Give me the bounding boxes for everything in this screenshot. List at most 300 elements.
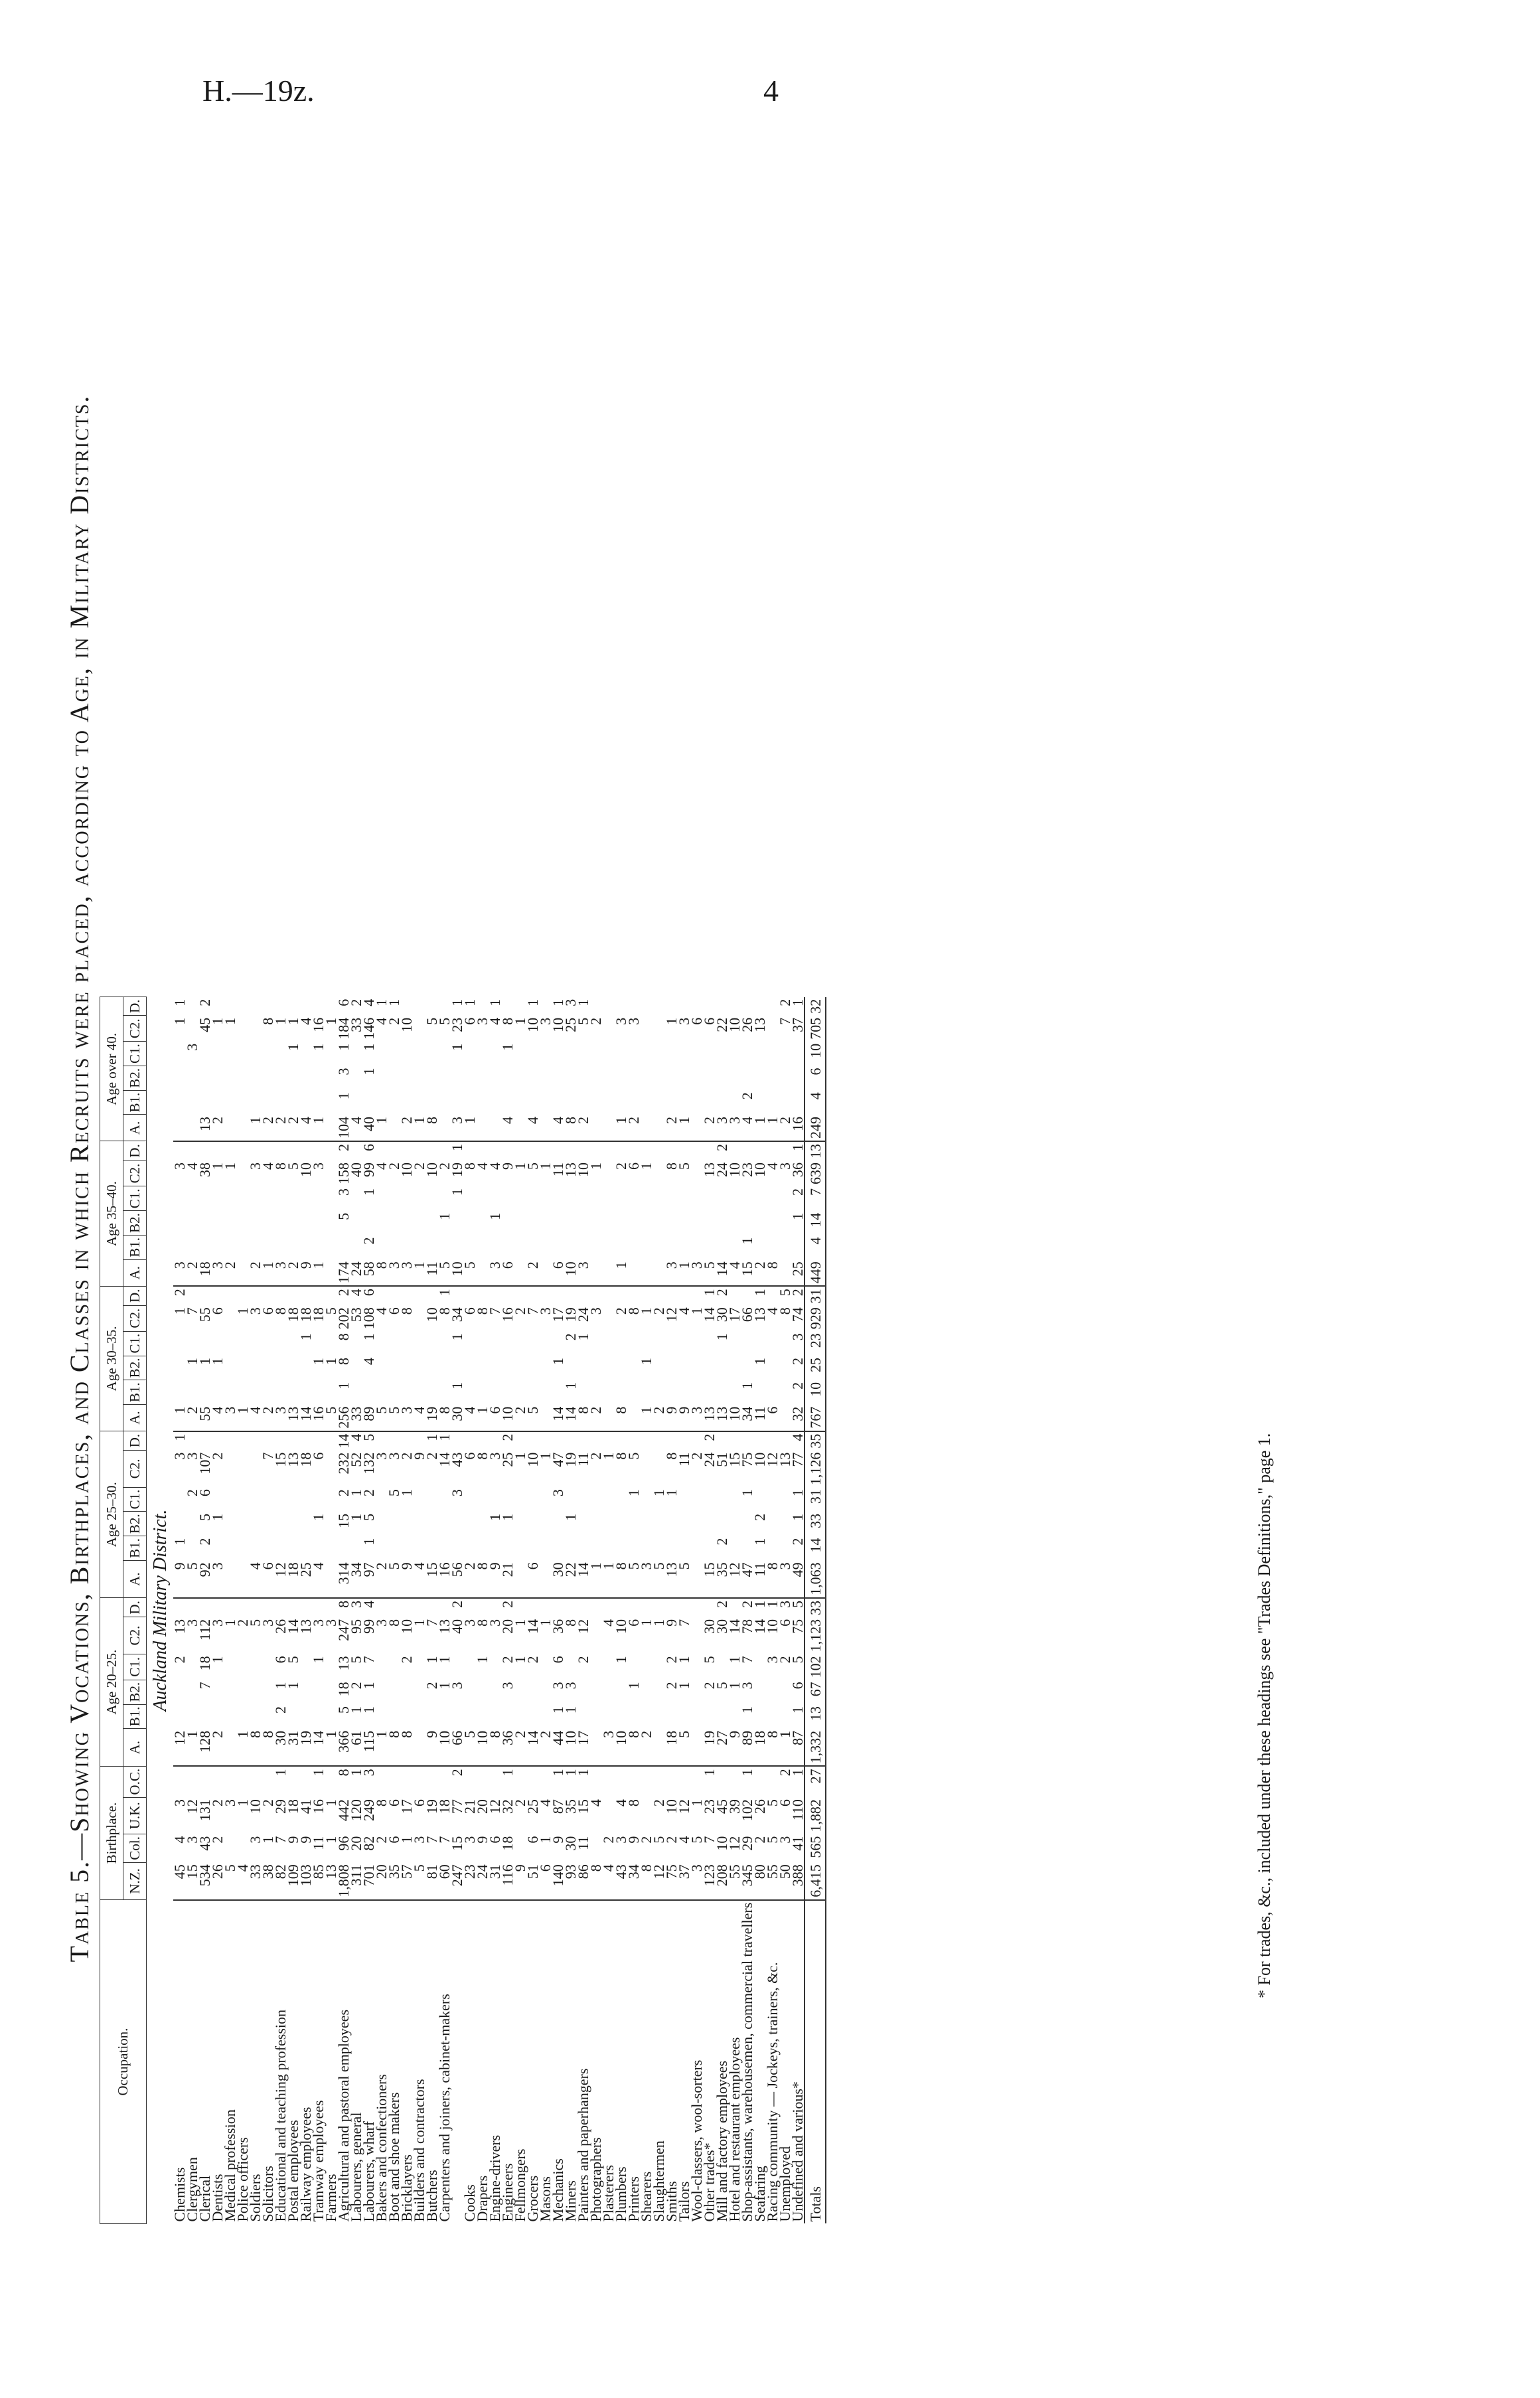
value-cell: 6 (552, 1259, 564, 1286)
table-row (198, 997, 211, 2224)
value-cell: 1 (297, 1333, 314, 1341)
value-cell: 75 (789, 1619, 806, 1634)
value-cell (236, 1512, 249, 1536)
header-class-col: C2. (123, 1305, 147, 1331)
value-cell: 5 (335, 1706, 352, 1714)
header-class-col: B2. (123, 1066, 147, 1090)
value-cell (173, 1186, 186, 1211)
value-cell (589, 1090, 602, 1115)
value-cell (665, 1042, 678, 1066)
value-cell: 20 (474, 1799, 491, 1814)
value-cell (577, 1066, 589, 1090)
value-cell: 4 (360, 1358, 377, 1366)
value-cell: 10 (714, 1836, 730, 1851)
value-cell: 1 (537, 1619, 554, 1627)
value-cell (627, 1236, 640, 1260)
value-cell: 4 (501, 1115, 514, 1141)
value-cell (236, 1186, 249, 1211)
value-cell: 1 (688, 1307, 705, 1315)
value-cell: 1 (524, 999, 541, 1006)
value-cell (299, 1286, 312, 1305)
table-row (602, 997, 615, 2224)
value-cell: 45 (196, 1017, 213, 1032)
value-cell (413, 1066, 425, 1090)
occupation-cell: Chemists (171, 2167, 188, 2222)
value-cell (640, 1259, 653, 1286)
value-cell (173, 1598, 186, 1617)
value-cell (552, 1431, 564, 1451)
value-cell: 3 (716, 1115, 728, 1141)
value-cell: 3 (764, 1656, 781, 1664)
value-cell: 2 (287, 1115, 299, 1141)
header-class-col: B2. (123, 1680, 147, 1704)
value-cell: 10 (247, 1799, 264, 1814)
value-cell: 55 (196, 1307, 213, 1322)
value-cell (400, 1680, 413, 1704)
value-cell (413, 1186, 425, 1211)
value-cell (665, 1536, 678, 1561)
value-cell: 4 (348, 1289, 364, 1297)
value-cell (653, 1042, 665, 1066)
table-row (678, 997, 690, 2224)
value-cell (501, 1704, 514, 1729)
value-cell: 112 (196, 1619, 213, 1641)
value-cell: 5 (575, 1017, 591, 1025)
value-cell: 8 (262, 1729, 274, 1767)
value-cell (236, 997, 249, 1016)
value-cell (602, 1704, 615, 1729)
value-cell: 1 (186, 1729, 198, 1767)
value-cell: 1,808 (337, 1862, 350, 1900)
value-cell (678, 1536, 690, 1561)
value-cell: 3 (449, 1682, 465, 1690)
occupation-cell: Painters and paperhangers (575, 2068, 591, 2222)
value-cell (716, 1066, 728, 1090)
value-cell: 3 (274, 1259, 287, 1286)
value-cell: 3 (487, 1619, 503, 1627)
value-cell: 19 (449, 1162, 465, 1177)
value-cell: 4 (171, 1836, 188, 1844)
value-cell: 82 (274, 1862, 287, 1900)
value-cell (287, 1487, 299, 1512)
value-cell (249, 1380, 262, 1405)
value-cell (451, 1512, 463, 1536)
value-cell: 7 (272, 1836, 289, 1844)
value-cell: 8 (260, 1017, 276, 1025)
value-cell: 1 (575, 999, 591, 1006)
value-cell: 13 (805, 1141, 826, 1160)
value-cell (665, 1766, 678, 1797)
value-cell (413, 1356, 425, 1380)
value-cell (489, 1331, 501, 1356)
value-cell: 53 (348, 1307, 364, 1322)
value-cell (224, 1704, 236, 1729)
value-cell (337, 1536, 350, 1561)
value-cell: 4 (260, 1162, 276, 1170)
value-cell: 12 (764, 1452, 781, 1467)
value-cell: 1 (751, 1358, 768, 1366)
value-cell: 2 (411, 1162, 427, 1170)
district-row (147, 997, 174, 2224)
value-cell: 5 (789, 1600, 806, 1608)
value-cell: 25 (805, 1356, 826, 1380)
value-cell: 1 (348, 1489, 364, 1497)
value-cell: 3 (489, 1259, 501, 1286)
value-cell: 8 (400, 1729, 413, 1767)
value-cell: 1 (739, 1769, 755, 1777)
value-cell (690, 1704, 703, 1729)
value-cell: 2 (539, 1729, 552, 1767)
value-cell: 89 (741, 1729, 753, 1767)
value-cell (262, 1331, 274, 1356)
value-cell: 1 (171, 1017, 188, 1025)
value-cell: 1 (751, 1600, 768, 1608)
occupation-cell: Racing community — Jockeys, trainers, &c. (764, 1962, 781, 2222)
value-cell (489, 1286, 501, 1305)
value-cell (413, 1331, 425, 1356)
value-cell: 99 (360, 1619, 377, 1634)
value-cell (678, 997, 690, 1016)
value-cell (287, 1186, 299, 1211)
occupation-cell: Grocers (524, 2175, 541, 2222)
value-cell: 534 (198, 1862, 211, 1900)
value-cell (186, 1598, 198, 1617)
value-cell: 3 (247, 1836, 264, 1844)
value-cell: 2 (651, 1799, 667, 1807)
value-cell (640, 1090, 653, 1115)
value-cell: 3 (184, 1043, 200, 1051)
value-cell: 27 (805, 1766, 826, 1797)
value-cell: 5 (375, 1405, 388, 1431)
value-cell: 1 (262, 1259, 274, 1286)
value-cell: 9 (625, 1836, 642, 1844)
value-cell (312, 997, 325, 1016)
occupation-cell: Builders and contractors (411, 2079, 427, 2222)
value-cell (615, 1236, 627, 1260)
value-cell (526, 1236, 539, 1260)
value-cell (312, 1536, 325, 1561)
value-cell: 1 (789, 1769, 806, 1777)
value-cell (274, 997, 287, 1016)
value-cell (526, 1680, 539, 1704)
value-cell (425, 1704, 438, 1729)
value-cell (678, 1090, 690, 1115)
value-cell: 31 (489, 1862, 501, 1900)
value-cell (249, 1331, 262, 1356)
value-cell: 2 (463, 1560, 476, 1598)
value-cell: 49 (791, 1560, 805, 1598)
value-cell: 9 (514, 1862, 526, 1900)
value-cell (287, 1090, 299, 1115)
value-cell (236, 1704, 249, 1729)
value-cell (690, 1141, 703, 1160)
value-cell (463, 1536, 476, 1561)
table-title: Table 5.—Showing Vocations, Birthplaces, and Classes in which Recruits were placed, according to Age, in Military Districts. (64, 394, 94, 1962)
value-cell: 449 (805, 1259, 826, 1286)
value-cell: 1 (323, 1358, 339, 1366)
value-cell: 3 (388, 1259, 400, 1286)
value-cell: 3 (640, 1560, 653, 1598)
value-cell (236, 1331, 249, 1356)
value-cell: 2 (348, 1682, 364, 1690)
value-cell: 7 (701, 1836, 718, 1844)
value-cell: 30 (274, 1729, 287, 1767)
header-class-col: C1. (123, 1487, 147, 1512)
value-cell: 5 (524, 1162, 541, 1170)
value-cell (653, 1236, 665, 1260)
value-cell: 15 (703, 1560, 716, 1598)
value-cell: 3 (789, 1333, 806, 1341)
value-cell (589, 1042, 602, 1066)
value-cell (703, 1042, 716, 1066)
value-cell (716, 1380, 728, 1405)
value-cell (312, 1211, 325, 1236)
value-cell: 35 (562, 1799, 579, 1814)
value-cell: 1 (487, 1212, 503, 1220)
value-cell (325, 1536, 337, 1561)
value-cell (262, 997, 274, 1016)
value-cell: 5 (463, 1729, 476, 1767)
value-cell (552, 1141, 564, 1160)
value-cell (274, 1380, 287, 1405)
value-cell: 25 (562, 1017, 579, 1032)
value-cell: 6 (777, 1619, 793, 1627)
value-cell: 2 (373, 1836, 390, 1844)
occupation-cell: Agricultural and pastoral employees (335, 2009, 352, 2222)
value-cell: 2 (789, 1382, 806, 1390)
value-cell (463, 1512, 476, 1536)
value-cell (236, 1211, 249, 1236)
table-row (400, 997, 413, 2224)
occupation-cell: Hotel and restaurant employees (726, 2037, 743, 2222)
value-cell: 8 (499, 1017, 516, 1025)
value-cell (690, 997, 703, 1016)
occupation-cell: Postal employees (285, 2120, 301, 2222)
value-cell (791, 1236, 805, 1260)
value-cell (451, 1236, 463, 1260)
value-cell: 6 (766, 1405, 779, 1431)
value-cell (791, 1090, 805, 1115)
value-cell (665, 1090, 678, 1115)
table-row (299, 997, 312, 2224)
value-cell: 21 (501, 1560, 514, 1598)
value-cell (413, 1704, 425, 1729)
header-age-group: Age 20–25. (100, 1598, 123, 1767)
value-cell: 5 (224, 1862, 236, 1900)
value-cell: 2 (499, 1433, 516, 1441)
value-cell: 1 (335, 1092, 352, 1100)
value-cell: 3 (224, 1405, 236, 1431)
value-cell: 6 (688, 1017, 705, 1025)
value-cell (274, 1536, 287, 1561)
value-cell (627, 1042, 640, 1066)
table-row (514, 997, 526, 2224)
value-cell (753, 997, 766, 1016)
value-cell: 2 (262, 1115, 274, 1141)
value-cell: 5 (653, 1560, 665, 1598)
value-cell (766, 1380, 779, 1405)
value-cell: 96 (335, 1836, 352, 1851)
value-cell: 8 (474, 1307, 491, 1315)
value-cell: 40 (362, 1115, 375, 1141)
value-cell (274, 1331, 287, 1356)
value-cell: 1 (413, 1115, 425, 1141)
value-cell: 2 (224, 1259, 236, 1286)
table-row (274, 997, 287, 2224)
value-cell (627, 1704, 640, 1729)
value-cell: 8 (625, 1799, 642, 1807)
value-cell (627, 1536, 640, 1561)
value-cell: 5 (386, 1489, 402, 1497)
value-cell (400, 1431, 413, 1451)
occupation-cell: Labourers, general (348, 2112, 364, 2222)
value-cell (413, 1286, 425, 1305)
value-cell (766, 1680, 779, 1704)
value-cell: 5 (388, 1405, 400, 1431)
value-cell: 14 (805, 1211, 826, 1236)
value-cell: 87 (550, 1799, 566, 1814)
value-cell: 1 (512, 1162, 528, 1170)
value-cell (438, 1704, 451, 1729)
value-cell (539, 1380, 552, 1405)
value-cell: 1 (714, 1333, 730, 1341)
value-cell: 1 (739, 1489, 755, 1497)
value-cell: 1 (310, 1656, 327, 1664)
value-cell (526, 1380, 539, 1405)
value-cell (779, 1042, 791, 1066)
value-cell (198, 1766, 211, 1797)
value-cell (716, 1236, 728, 1260)
value-cell (653, 1431, 665, 1451)
value-cell: 9 (550, 1836, 566, 1844)
value-cell: 2 (562, 1333, 579, 1341)
value-cell: 5 (360, 1513, 377, 1521)
value-cell: 6 (625, 1619, 642, 1627)
value-cell: 18 (287, 1560, 299, 1598)
value-cell: 3 (184, 1836, 200, 1844)
value-cell (589, 1380, 602, 1405)
value-cell (678, 1331, 690, 1356)
value-cell (564, 1431, 577, 1451)
value-cell: 1 (209, 1358, 226, 1366)
value-cell (489, 1236, 501, 1260)
value-cell (539, 1536, 552, 1561)
value-cell: 5 (323, 1307, 339, 1315)
value-cell: 9 (400, 1560, 413, 1598)
value-cell: 1 (449, 1382, 465, 1390)
value-cell (577, 1431, 589, 1451)
value-cell (413, 1236, 425, 1260)
value-cell (262, 1042, 274, 1066)
value-cell: 35 (388, 1862, 400, 1900)
value-cell: 51 (714, 1452, 730, 1467)
value-cell: 1 (373, 999, 390, 1006)
value-cell: 2 (196, 1538, 213, 1546)
value-cell: 2 (184, 1489, 200, 1497)
value-cell: 19 (703, 1729, 716, 1767)
value-cell: 19 (425, 1405, 438, 1431)
value-cell: 2 (260, 1799, 276, 1807)
value-cell: 18 (297, 1452, 314, 1467)
value-cell (627, 1066, 640, 1090)
value-cell (489, 1141, 501, 1160)
value-cell (388, 1236, 400, 1260)
table-row (640, 997, 653, 2224)
value-cell: 4 (676, 1307, 692, 1315)
value-cell (716, 1704, 728, 1729)
value-cell (413, 1211, 425, 1236)
value-cell (287, 1211, 299, 1236)
value-cell (299, 1431, 312, 1451)
value-cell (577, 1141, 589, 1160)
value-cell: 3 (400, 1405, 413, 1431)
table-body (147, 997, 826, 2224)
value-cell: 1 (701, 1289, 718, 1297)
occupation-cell: Medical profession (222, 2109, 238, 2222)
value-cell: 26 (272, 1619, 289, 1634)
value-cell (627, 1598, 640, 1617)
value-cell: 6 (524, 1836, 541, 1844)
value-cell (287, 1236, 299, 1260)
value-cell: 31 (805, 1286, 826, 1305)
value-cell: 1 (398, 1836, 415, 1844)
value-cell: 4 (299, 1115, 312, 1141)
value-cell: 2 (335, 1489, 352, 1497)
value-cell (602, 1356, 615, 1380)
value-cell (741, 1331, 753, 1356)
value-cell (665, 1356, 678, 1380)
value-cell: 208 (716, 1862, 728, 1900)
value-cell (589, 1066, 602, 1090)
value-cell: 1 (499, 1513, 516, 1521)
value-cell: 12 (663, 1307, 680, 1322)
value-cell: 4 (373, 1307, 390, 1315)
occupation-cell: Miners (562, 2180, 579, 2222)
value-cell (400, 1186, 413, 1211)
value-cell: 8 (613, 1452, 629, 1460)
value-cell: 5 (247, 1619, 264, 1627)
value-cell (375, 1090, 388, 1115)
value-cell: 22 (714, 1017, 730, 1032)
value-cell: 37 (789, 1017, 806, 1032)
value-cell (438, 1066, 451, 1090)
value-cell: 18 (335, 1682, 352, 1697)
value-cell: 5 (348, 1656, 364, 1664)
header-class-col: C1. (123, 1331, 147, 1356)
header-class-col: B2. (123, 1211, 147, 1236)
value-cell: 1 (562, 1382, 579, 1390)
value-cell: 2 (789, 1188, 806, 1196)
value-cell (224, 1431, 236, 1451)
value-cell (463, 1286, 476, 1305)
value-cell (211, 1042, 224, 1066)
value-cell: 3 (499, 1682, 516, 1690)
value-cell: 9 (297, 1836, 314, 1844)
value-cell (577, 1356, 589, 1380)
value-cell (312, 1286, 325, 1305)
value-cell (602, 1680, 615, 1704)
table-row (337, 997, 350, 2224)
value-cell: 1 (789, 1212, 806, 1220)
value-cell (186, 1704, 198, 1729)
value-cell (766, 1141, 779, 1160)
value-cell (690, 1331, 703, 1356)
value-cell (526, 1090, 539, 1115)
value-cell (526, 1211, 539, 1236)
value-cell: 36 (501, 1729, 514, 1767)
value-cell (627, 1380, 640, 1405)
value-cell: 4 (236, 1862, 249, 1900)
